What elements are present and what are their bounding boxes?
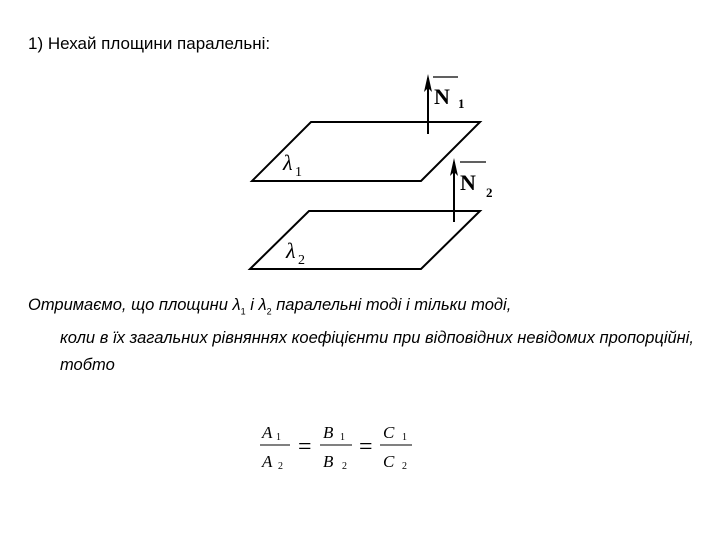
normal-vector-1-symbol: N [434,84,450,109]
paragraph-part-1: Отримаємо, що площини λ [28,296,241,314]
formula-den-1-index: 2 [278,461,283,472]
proportionality-formula [256,418,426,478]
normal-vector-2-index: 2 [486,185,493,200]
condition-paragraph [30,292,694,379]
paragraph-sub-1: 1 [240,306,246,317]
plane-2 [250,211,480,269]
equals-sign-1: = [298,434,312,460]
paragraph-rest: коли в їх загальних рівняннях коефіцієнти при відповідних невідомих пропорційні, тобто [60,329,694,375]
formula-num-2: B [323,423,334,442]
formula-den-2: B [323,452,334,471]
formula-num-3: C [383,423,395,442]
formula-den-1: A [262,452,273,471]
normal-vector-2-symbol: N [460,170,476,195]
paragraph-part-3: паралельні тоді і тільки тоді, [271,296,512,314]
formula-num-1: A [262,423,273,442]
normal-vector-1-index: 1 [458,96,465,111]
formula-den-3: C [383,452,395,471]
equals-sign-2: = [359,434,373,460]
paragraph-sub-2: 2 [266,306,272,317]
formula-num-3-index: 1 [402,432,407,443]
formula-den-2-index: 2 [342,461,347,472]
heading: 1) Нехай площини паралельні: [28,34,271,53]
plane-1-index: 1 [295,165,302,180]
formula-num-1-index: 1 [276,432,281,443]
plane-2-symbol: λ [286,238,296,263]
formula-num-2-index: 1 [340,432,345,443]
paragraph-part-2: і λ [245,296,267,314]
plane-1-symbol: λ [283,150,293,175]
plane-2-index: 2 [298,253,305,268]
formula-den-3-index: 2 [402,461,407,472]
